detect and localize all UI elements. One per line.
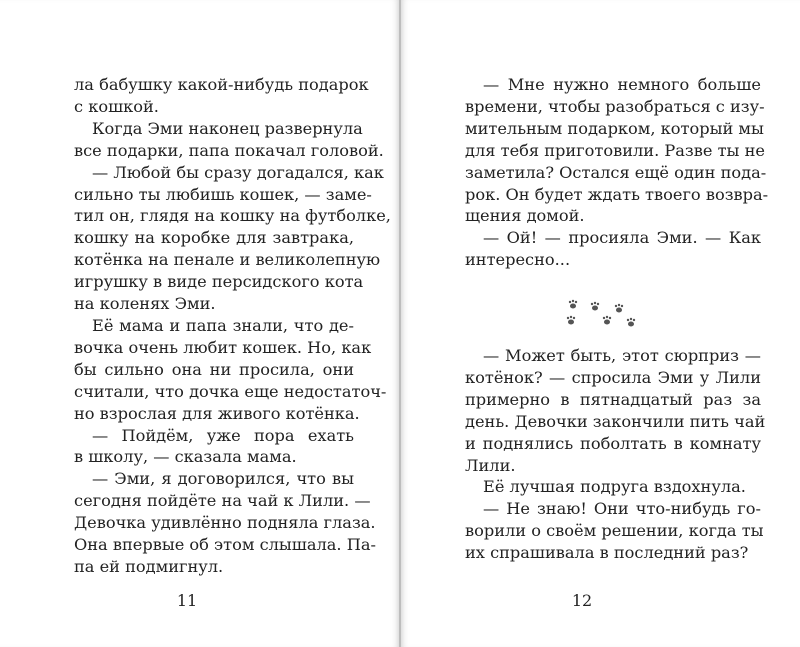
text-line: Когда Эми наконец развернула — [92, 118, 363, 138]
text-line: — Не знаю! Они что-нибудь го- — [483, 499, 761, 519]
paw-prints-icon — [565, 298, 637, 330]
text-line: но взрослая для живого котёнка. — [74, 403, 360, 423]
text-line: считали, что дочка еще недостаточ- — [74, 381, 387, 401]
page-number-left: 11 — [176, 591, 198, 610]
text-line: на коленях Эми. — [74, 294, 216, 314]
left-page-text — [74, 74, 391, 578]
text-line: ла бабушку какой-нибудь подарок — [74, 75, 369, 94]
text-line: их спрашивала в последний раз? — [465, 543, 749, 563]
right-page-text-bottom — [465, 345, 766, 564]
text-line: — Пойдём, уже пора ехать — [92, 425, 354, 445]
text-line: Девочка удивлённо подняла глаза. — [74, 513, 376, 533]
text-line: сильно ты любишь кошек, — заме- — [74, 184, 372, 204]
text-line: все подарки, папа покачал головой. — [74, 140, 384, 160]
text-line: вочка очень любит кошек. Но, как — [74, 337, 372, 357]
text-line: ворили о своём решении, когда ты — [465, 521, 764, 541]
text-line: день. Девочки закончили пить чай — [465, 411, 766, 431]
text-line: рок. Он будет ждать твоего возвра- — [465, 184, 769, 204]
text-line: заметила? Остался ещё один пода- — [465, 162, 767, 182]
text-line: с кошкой. — [74, 96, 159, 116]
text-line: Лили. — [465, 455, 516, 475]
text-line: котёнка на пенале и великолепную — [74, 250, 381, 270]
text-line: — Любой бы сразу догадался, как — [92, 162, 384, 182]
text-line: Её лучшая подруга вздохнула. — [483, 477, 746, 497]
text-line: примерно в пятнадцатый раз за — [465, 389, 761, 409]
text-line: игрушку в виде персидского кота — [74, 272, 364, 292]
text-line: и поднялись поболтать в комнату — [465, 433, 761, 453]
right-page-text-top — [465, 74, 769, 271]
text-line: щения домой. — [465, 206, 585, 226]
text-line: в школу, — сказала мама. — [74, 447, 297, 467]
text-line: бы сильно она ни просила, они — [74, 359, 354, 379]
text-line: котёнок? — спросила Эми у Лили — [465, 367, 761, 387]
text-line: тил он, глядя на кошку на футболке, — [74, 206, 391, 226]
text-line: — Мне нужно немного больше — [483, 75, 761, 94]
text-line: — Ой! — просияла Эми. — Как — [483, 228, 761, 248]
text-line: — Эми, я договорился, что вы — [92, 469, 354, 489]
text-line: для тебя приготовили. Разве ты не — [465, 140, 765, 160]
right-page — [401, 0, 800, 647]
page-number-right: 12 — [571, 591, 593, 610]
text-line: мительным подарком, который мы — [465, 118, 764, 138]
left-page — [0, 0, 399, 647]
text-line: Она впервые об этом слышала. Па- — [74, 535, 376, 555]
text-line: сегодня пойдёте на чай к Лили. — — [74, 491, 371, 511]
text-line: времени, чтобы разобраться с изу- — [465, 96, 765, 116]
text-line: Её мама и папа знали, что де- — [92, 315, 354, 335]
text-line: интересно... — [465, 250, 571, 270]
text-line: кошку на коробке для завтрака, — [74, 228, 354, 248]
text-line: па ей подмигнул. — [74, 556, 224, 576]
text-line: — Может быть, этот сюрприз — — [483, 346, 761, 365]
